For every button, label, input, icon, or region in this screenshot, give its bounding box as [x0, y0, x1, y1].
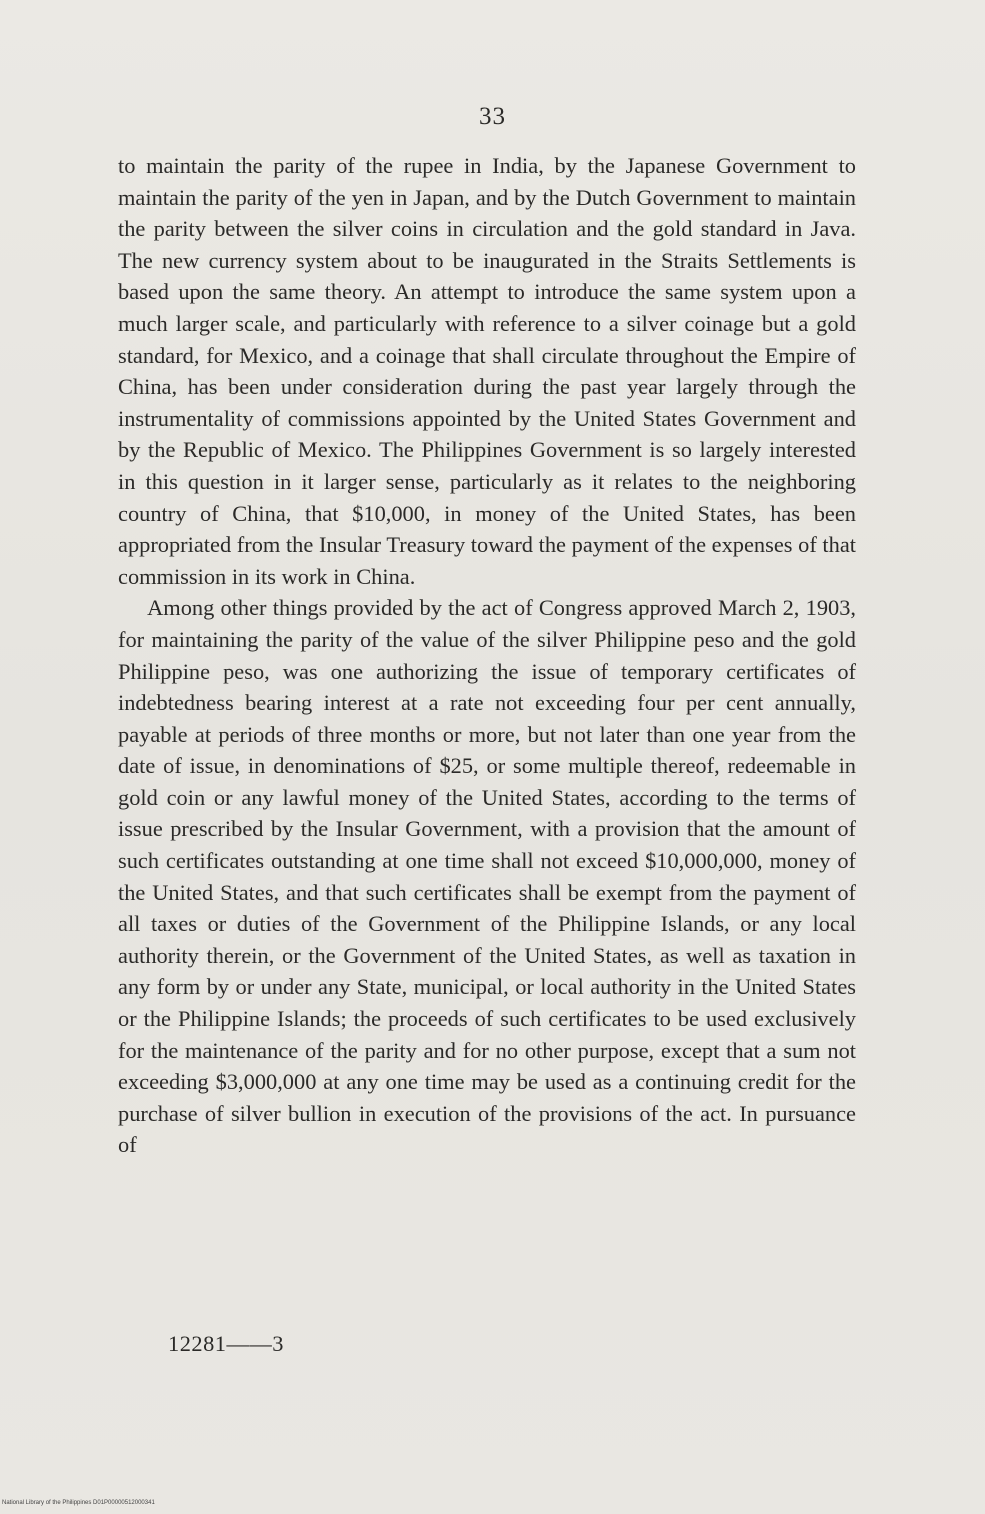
paragraph-2: Among other things provided by the act of Congress approved March 2, 1903, for maintaining the parity of the value of the silver Philippine peso and the gold Philippine peso, was one authorizing the issue of temporary certificates of indebtedness bearing interest at a rate not exceeding four per cent annually, payable at periods of three months or more, but not later than one year from the date of issue, in denominations of $25, or some multiple thereof, redeemable in gold coin or any lawful money of the United States, according to the terms of issue prescribed by the Insular Government, with a provision that the amount of such certificates outstanding at one time shall not exceed $10,000,000, money of the United States, and that such certificates shall be exempt from the payment of all taxes or duties of the Government of the Philippine Islands, or any local authority therein, or the Government of the United States, as well as taxation in any form by or under any State, municipal, or local authority in the United States or the Philippine Islands; the proceeds of such certificates to be used exclusively for the maintenance of the parity and for no other purpose, except that a sum not exceeding $3,000,000 at any one time may be used as a continuing credit for the purchase of silver bullion in execution of the provisions of the act. In pursuance of	[118, 595, 856, 1158]
signature-mark: 12281——3	[168, 1331, 284, 1356]
page-number: 33	[479, 103, 506, 130]
footer-note: National Library of the Philippines D01P00000512000341	[2, 1500, 155, 1506]
paragraph-1: to maintain the parity of the rupee in India, by the Japanese Government to maintain the parity of the yen in Japan, and by the Dutch Government to maintain the parity between the silver coins in circulation and the gold standard in Java. The new currency system about to be inaugurated in the Straits Settlements is based upon the same theory. An attempt to introduce the same system upon a much larger scale, and particularly with reference to a silver coinage but a gold standard, for Mexico, and a coinage that shall circulate throughout the Empire of China, has been under consideration during the past year largely through the instrumentality of commissions appointed by the United States Government and by the Republic of Mexico. The Philippines Government is so largely interested in this question in it larger sense, particularly as it relates to the neighboring country of China, that $10,000, in money of the United States, has been appropriated from the Insular Treasury toward the payment of the expenses of that commission in its work in China.	[118, 153, 856, 589]
body-text	[118, 150, 856, 1161]
